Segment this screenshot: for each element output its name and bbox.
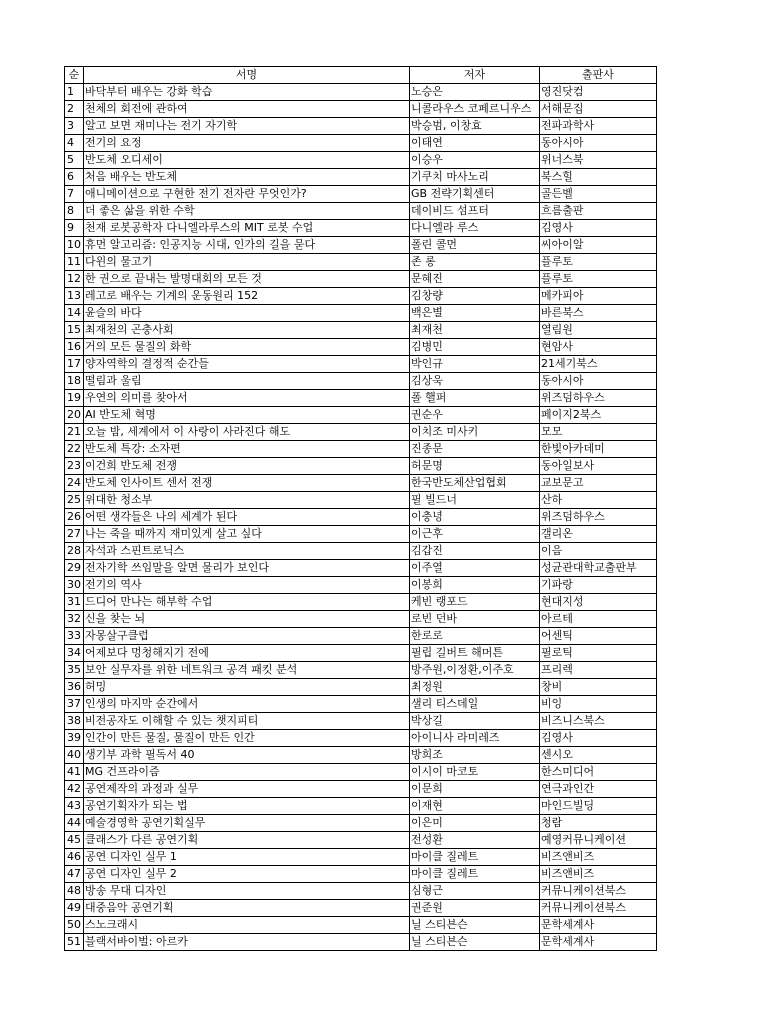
cell-author: 권준원 <box>410 900 540 917</box>
cell-publisher: 현대지성 <box>540 594 657 611</box>
cell-author: 데이비드 섬프터 <box>410 203 540 220</box>
table-row <box>65 662 657 679</box>
cell-author: 이재현 <box>410 798 540 815</box>
cell-num: 21 <box>65 424 84 441</box>
cell-publisher: 예영커뮤니케이션 <box>540 832 657 849</box>
table-row <box>65 390 657 407</box>
cell-author: 폴린 콜먼 <box>410 237 540 254</box>
cell-publisher: 비잉 <box>540 696 657 713</box>
cell-num: 1 <box>65 84 84 101</box>
cell-title: 바닥부터 배우는 강화 학습 <box>84 84 410 101</box>
cell-author: 샐리 티스데일 <box>410 696 540 713</box>
cell-num: 2 <box>65 101 84 118</box>
cell-publisher: 프리렉 <box>540 662 657 679</box>
cell-author: 이봉희 <box>410 577 540 594</box>
table-row <box>65 883 657 900</box>
table-row <box>65 84 657 101</box>
cell-author: 닐 스티븐슨 <box>410 917 540 934</box>
cell-publisher: 어센틱 <box>540 628 657 645</box>
cell-num: 11 <box>65 254 84 271</box>
cell-title: AI 반도체 혁명 <box>84 407 410 424</box>
cell-publisher: 김영사 <box>540 220 657 237</box>
table-row <box>65 577 657 594</box>
cell-num: 36 <box>65 679 84 696</box>
cell-publisher: 바른북스 <box>540 305 657 322</box>
cell-publisher: 필로틱 <box>540 645 657 662</box>
cell-publisher: 북스힐 <box>540 169 657 186</box>
cell-num: 8 <box>65 203 84 220</box>
cell-author: 이은미 <box>410 815 540 832</box>
header-title: 서명 <box>84 67 410 84</box>
table-row <box>65 254 657 271</box>
cell-publisher: 교보문고 <box>540 475 657 492</box>
cell-title: 어떤 생각들은 나의 세계가 된다 <box>84 509 410 526</box>
cell-title: 전기의 역사 <box>84 577 410 594</box>
cell-num: 41 <box>65 764 84 781</box>
table-row <box>65 101 657 118</box>
table-row <box>65 407 657 424</box>
cell-publisher: 열림원 <box>540 322 657 339</box>
cell-num: 23 <box>65 458 84 475</box>
cell-title: 인간이 만든 물질, 물질이 만든 인간 <box>84 730 410 747</box>
cell-num: 5 <box>65 152 84 169</box>
table-row <box>65 696 657 713</box>
cell-title: 클래스가 다른 공연기획 <box>84 832 410 849</box>
cell-publisher: 한스미디어 <box>540 764 657 781</box>
cell-author: 최정원 <box>410 679 540 696</box>
cell-author: 기쿠치 마사노리 <box>410 169 540 186</box>
cell-num: 46 <box>65 849 84 866</box>
cell-num: 25 <box>65 492 84 509</box>
cell-publisher: 연극과인간 <box>540 781 657 798</box>
cell-publisher: 21세기북스 <box>540 356 657 373</box>
cell-author: 방주원,이정환,이주호 <box>410 662 540 679</box>
cell-author: 마이클 질레트 <box>410 866 540 883</box>
cell-publisher: 모모 <box>540 424 657 441</box>
cell-publisher: 한빛아카데미 <box>540 441 657 458</box>
table-row <box>65 764 657 781</box>
header-author: 저자 <box>410 67 540 84</box>
table-row <box>65 815 657 832</box>
cell-author: 한국반도체산업협회 <box>410 475 540 492</box>
header-row <box>65 67 657 84</box>
cell-title: 예술경영학 공연기획실무 <box>84 815 410 832</box>
cell-publisher: 창비 <box>540 679 657 696</box>
cell-title: 처음 배우는 반도체 <box>84 169 410 186</box>
cell-num: 22 <box>65 441 84 458</box>
cell-author: 니콜라우스 코페르니우스 <box>410 101 540 118</box>
cell-author: 최재천 <box>410 322 540 339</box>
cell-title: 어제보다 멍청해지기 전에 <box>84 645 410 662</box>
cell-publisher: 청람 <box>540 815 657 832</box>
cell-num: 40 <box>65 747 84 764</box>
cell-title: 윤슬의 바다 <box>84 305 410 322</box>
cell-publisher: 비즈앤비즈 <box>540 866 657 883</box>
cell-num: 47 <box>65 866 84 883</box>
cell-num: 31 <box>65 594 84 611</box>
table-row <box>65 305 657 322</box>
table-row <box>65 730 657 747</box>
cell-num: 42 <box>65 781 84 798</box>
cell-author: 폴 핼퍼 <box>410 390 540 407</box>
table-row <box>65 645 657 662</box>
cell-title: 전기의 요정 <box>84 135 410 152</box>
table-row <box>65 747 657 764</box>
cell-title: 레고로 배우는 기계의 운동원리 152 <box>84 288 410 305</box>
table-row <box>65 509 657 526</box>
cell-title: 애니메이션으로 구현한 전기 전자란 무엇인가? <box>84 186 410 203</box>
cell-publisher: 문학세계사 <box>540 917 657 934</box>
cell-title: 오늘 밤, 세계에서 이 사랑이 사라진다 해도 <box>84 424 410 441</box>
cell-author: 박인규 <box>410 356 540 373</box>
cell-publisher: 동아시아 <box>540 373 657 390</box>
table-row <box>65 679 657 696</box>
table-row <box>65 118 657 135</box>
cell-author: 김병민 <box>410 339 540 356</box>
cell-title: 위대한 청소부 <box>84 492 410 509</box>
cell-publisher: 동아시아 <box>540 135 657 152</box>
cell-publisher: 현암사 <box>540 339 657 356</box>
cell-title: 보안 실무자를 위한 네트워크 공격 패킷 분석 <box>84 662 410 679</box>
cell-author: 전성환 <box>410 832 540 849</box>
cell-author: 문혜진 <box>410 271 540 288</box>
cell-author: 다니엘라 루스 <box>410 220 540 237</box>
cell-num: 3 <box>65 118 84 135</box>
cell-publisher: 이음 <box>540 543 657 560</box>
cell-author: 노승은 <box>410 84 540 101</box>
cell-publisher: 기파랑 <box>540 577 657 594</box>
cell-title: 공연 디자인 실무 1 <box>84 849 410 866</box>
table-row <box>65 186 657 203</box>
cell-title: 우연의 의미를 찾아서 <box>84 390 410 407</box>
cell-num: 37 <box>65 696 84 713</box>
cell-num: 45 <box>65 832 84 849</box>
cell-num: 30 <box>65 577 84 594</box>
table-row <box>65 781 657 798</box>
table-row <box>65 560 657 577</box>
cell-num: 15 <box>65 322 84 339</box>
cell-num: 39 <box>65 730 84 747</box>
cell-publisher: 전파과학사 <box>540 118 657 135</box>
cell-num: 44 <box>65 815 84 832</box>
cell-num: 34 <box>65 645 84 662</box>
cell-author: 이태연 <box>410 135 540 152</box>
cell-publisher: 갤리온 <box>540 526 657 543</box>
cell-publisher: 비즈앤비즈 <box>540 849 657 866</box>
table-row <box>65 288 657 305</box>
table-row <box>65 628 657 645</box>
cell-author: 케빈 랭포드 <box>410 594 540 611</box>
cell-publisher: 커뮤니케이션북스 <box>540 900 657 917</box>
table-row <box>65 798 657 815</box>
cell-author: 박상길 <box>410 713 540 730</box>
cell-title: 더 좋은 삶을 위한 수학 <box>84 203 410 220</box>
table-row <box>65 271 657 288</box>
cell-num: 18 <box>65 373 84 390</box>
table-row <box>65 322 657 339</box>
table-row <box>65 832 657 849</box>
cell-author: 마이클 질레트 <box>410 849 540 866</box>
table-row <box>65 934 657 951</box>
table-row <box>65 356 657 373</box>
cell-title: MG 건프라이즘 <box>84 764 410 781</box>
cell-title: 천체의 회전에 관하여 <box>84 101 410 118</box>
cell-num: 16 <box>65 339 84 356</box>
cell-num: 4 <box>65 135 84 152</box>
cell-num: 20 <box>65 407 84 424</box>
table-row <box>65 526 657 543</box>
cell-title: 자석과 스핀트로닉스 <box>84 543 410 560</box>
cell-publisher: 플루토 <box>540 254 657 271</box>
cell-num: 48 <box>65 883 84 900</box>
cell-author: 아이니사 라미레즈 <box>410 730 540 747</box>
cell-publisher: 김영사 <box>540 730 657 747</box>
table-row <box>65 339 657 356</box>
cell-title: 공연제작의 과정과 실무 <box>84 781 410 798</box>
cell-publisher: 플루토 <box>540 271 657 288</box>
cell-author: 로빈 던바 <box>410 611 540 628</box>
cell-title: 천재 로봇공학자 다니엘라루스의 MIT 로봇 수업 <box>84 220 410 237</box>
cell-publisher: 비즈니스북스 <box>540 713 657 730</box>
cell-title: 이건희 반도체 전쟁 <box>84 458 410 475</box>
cell-author: 이문희 <box>410 781 540 798</box>
cell-publisher: 위너스북 <box>540 152 657 169</box>
cell-author: 심형근 <box>410 883 540 900</box>
cell-publisher: 서해문집 <box>540 101 657 118</box>
table-row <box>65 135 657 152</box>
table-body <box>65 84 657 951</box>
cell-title: 스노크래시 <box>84 917 410 934</box>
cell-title: 반도체 특강: 소자편 <box>84 441 410 458</box>
cell-publisher: 흐름출판 <box>540 203 657 220</box>
cell-publisher: 커뮤니케이션북스 <box>540 883 657 900</box>
cell-title: 자몽살구클럽 <box>84 628 410 645</box>
cell-num: 38 <box>65 713 84 730</box>
cell-publisher: 위즈덤하우스 <box>540 390 657 407</box>
table-row <box>65 203 657 220</box>
cell-num: 43 <box>65 798 84 815</box>
table-row <box>65 237 657 254</box>
cell-author: 이충녕 <box>410 509 540 526</box>
table-row <box>65 900 657 917</box>
cell-title: 전자기학 쓰임말을 알면 물리가 보인다 <box>84 560 410 577</box>
cell-num: 27 <box>65 526 84 543</box>
cell-num: 7 <box>65 186 84 203</box>
cell-author: 이근후 <box>410 526 540 543</box>
header-num: 순 <box>65 67 84 84</box>
cell-num: 28 <box>65 543 84 560</box>
cell-author: 김창량 <box>410 288 540 305</box>
cell-title: 다윈의 물고기 <box>84 254 410 271</box>
cell-title: 반도체 오디세이 <box>84 152 410 169</box>
cell-author: 존 롱 <box>410 254 540 271</box>
table-row <box>65 611 657 628</box>
cell-num: 32 <box>65 611 84 628</box>
cell-title: 양자역학의 결정적 순간들 <box>84 356 410 373</box>
table-row <box>65 424 657 441</box>
cell-num: 9 <box>65 220 84 237</box>
table-row <box>65 441 657 458</box>
cell-title: 나는 죽을 때까지 재미있게 살고 싶다 <box>84 526 410 543</box>
cell-num: 10 <box>65 237 84 254</box>
header-publisher: 출판사 <box>540 67 657 84</box>
cell-publisher: 씨아이알 <box>540 237 657 254</box>
cell-publisher: 문학세계사 <box>540 934 657 951</box>
cell-num: 35 <box>65 662 84 679</box>
table-row <box>65 492 657 509</box>
table-row <box>65 220 657 237</box>
cell-num: 12 <box>65 271 84 288</box>
cell-title: 공연 디자인 실무 2 <box>84 866 410 883</box>
table-row <box>65 475 657 492</box>
cell-title: 떨림과 울림 <box>84 373 410 390</box>
cell-publisher: 동아일보사 <box>540 458 657 475</box>
cell-author: 이치조 미사키 <box>410 424 540 441</box>
table-row <box>65 594 657 611</box>
cell-title: 한 권으로 끝내는 발명대회의 모든 것 <box>84 271 410 288</box>
cell-title: 신을 찾는 뇌 <box>84 611 410 628</box>
cell-author: 백은별 <box>410 305 540 322</box>
cell-author: 필 빌드너 <box>410 492 540 509</box>
cell-num: 14 <box>65 305 84 322</box>
cell-title: 반도체 인사이트 센서 전쟁 <box>84 475 410 492</box>
cell-title: 블랙서바이벌: 아르카 <box>84 934 410 951</box>
cell-num: 19 <box>65 390 84 407</box>
cell-num: 24 <box>65 475 84 492</box>
book-list-table <box>64 66 657 951</box>
cell-author: 한로로 <box>410 628 540 645</box>
cell-num: 51 <box>65 934 84 951</box>
cell-publisher: 아르테 <box>540 611 657 628</box>
cell-num: 17 <box>65 356 84 373</box>
cell-num: 6 <box>65 169 84 186</box>
cell-publisher: 마인드빌딩 <box>540 798 657 815</box>
cell-title: 휴먼 알고리즘: 인공지능 시대, 인가의 길을 묻다 <box>84 237 410 254</box>
cell-num: 13 <box>65 288 84 305</box>
cell-title: 알고 보면 재미나는 전기 자기학 <box>84 118 410 135</box>
cell-num: 50 <box>65 917 84 934</box>
cell-num: 26 <box>65 509 84 526</box>
cell-author: 이시이 마코토 <box>410 764 540 781</box>
table-row <box>65 169 657 186</box>
cell-title: 공연기획자가 되는 법 <box>84 798 410 815</box>
cell-publisher: 위즈덤하우스 <box>540 509 657 526</box>
cell-publisher: 산하 <box>540 492 657 509</box>
cell-author: 이주열 <box>410 560 540 577</box>
table-row <box>65 713 657 730</box>
cell-publisher: 센시오 <box>540 747 657 764</box>
cell-author: 김갑진 <box>410 543 540 560</box>
cell-publisher: 성균관대학교출판부 <box>540 560 657 577</box>
cell-author: 필립 길버트 해머튼 <box>410 645 540 662</box>
table-row <box>65 373 657 390</box>
cell-title: 비전공자도 이해할 수 있는 챗지피티 <box>84 713 410 730</box>
table-row <box>65 152 657 169</box>
cell-title: 최재천의 곤충사회 <box>84 322 410 339</box>
table-row <box>65 458 657 475</box>
cell-publisher: 페이지2북스 <box>540 407 657 424</box>
cell-num: 49 <box>65 900 84 917</box>
table-row <box>65 849 657 866</box>
table-row <box>65 543 657 560</box>
cell-publisher: 영진닷컴 <box>540 84 657 101</box>
cell-author: 진종문 <box>410 441 540 458</box>
cell-author: GB 전략기획센터 <box>410 186 540 203</box>
cell-author: 닐 스티븐슨 <box>410 934 540 951</box>
cell-author: 이승우 <box>410 152 540 169</box>
cell-title: 생기부 과학 필독서 40 <box>84 747 410 764</box>
cell-title: 허밍 <box>84 679 410 696</box>
table-row <box>65 866 657 883</box>
cell-title: 방송 무대 디자인 <box>84 883 410 900</box>
cell-author: 권순우 <box>410 407 540 424</box>
cell-author: 박승범, 이창효 <box>410 118 540 135</box>
cell-author: 김상욱 <box>410 373 540 390</box>
cell-title: 인생의 마지막 순간에서 <box>84 696 410 713</box>
table-row <box>65 917 657 934</box>
cell-author: 방희조 <box>410 747 540 764</box>
cell-publisher: 메카피아 <box>540 288 657 305</box>
cell-title: 드디어 만나는 해부학 수업 <box>84 594 410 611</box>
cell-title: 대중음악 공연기획 <box>84 900 410 917</box>
cell-author: 허문명 <box>410 458 540 475</box>
cell-num: 33 <box>65 628 84 645</box>
cell-publisher: 골든벨 <box>540 186 657 203</box>
cell-title: 거의 모든 물질의 화학 <box>84 339 410 356</box>
cell-num: 29 <box>65 560 84 577</box>
